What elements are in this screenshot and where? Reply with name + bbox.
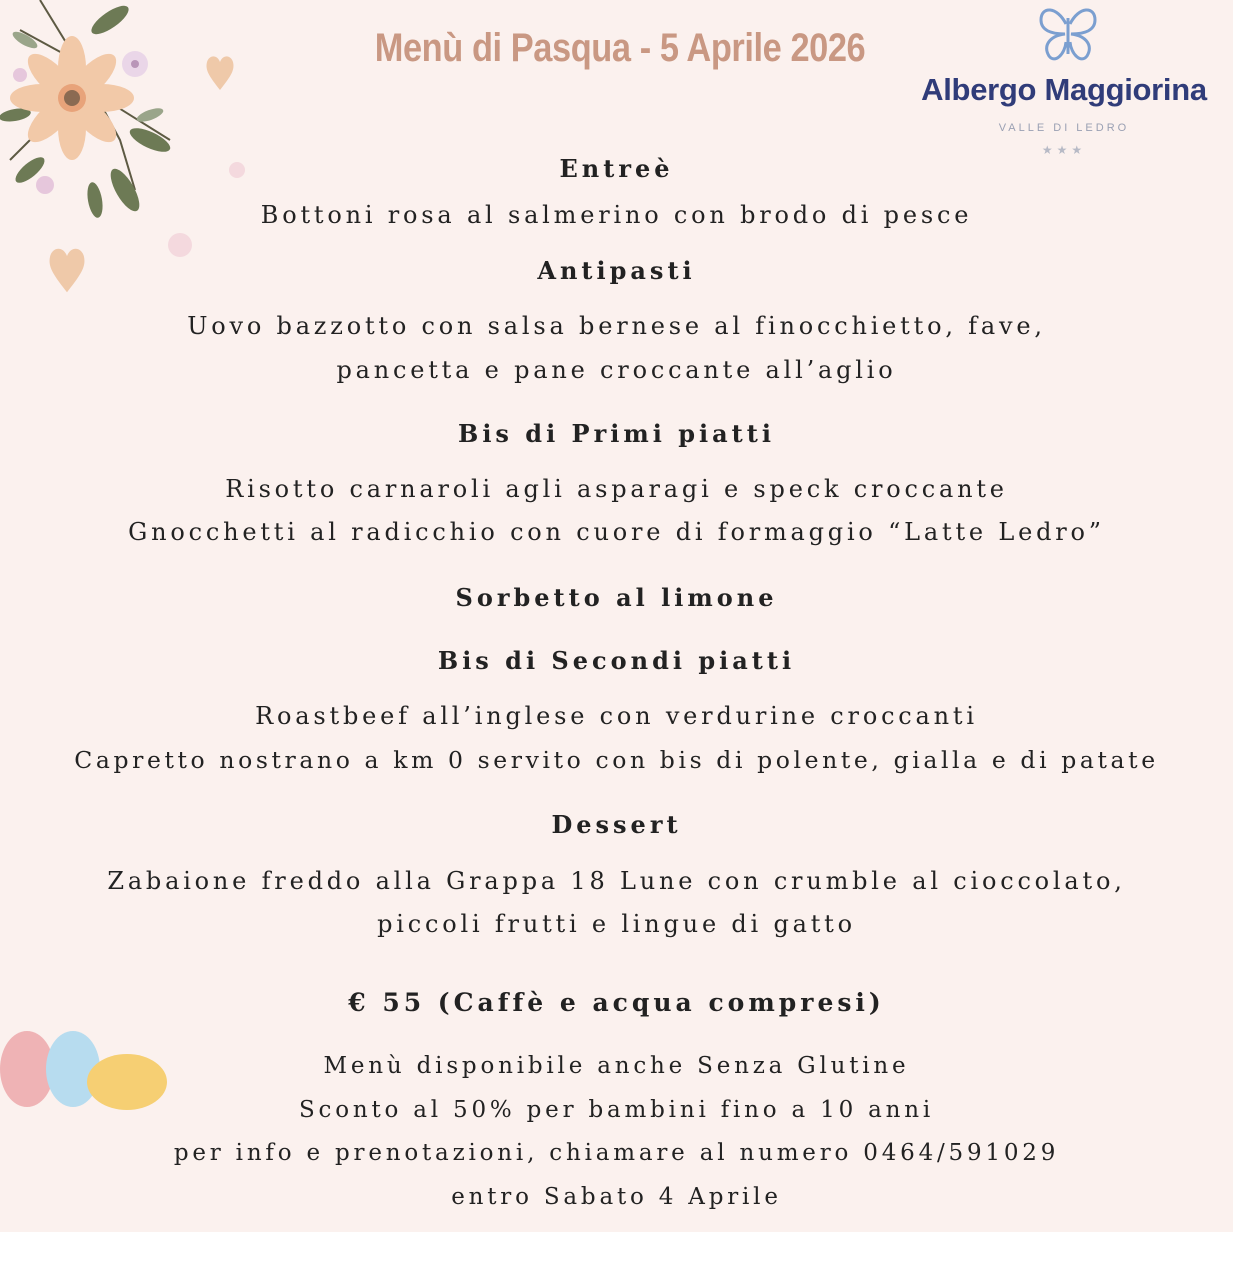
- menu-item: pancetta e pane croccante all’aglio: [336, 356, 897, 384]
- note-line: Menù disponibile anche Senza Glutine: [323, 1053, 910, 1079]
- hotel-logo: [895, 0, 1233, 170]
- logo-stars: ★★★: [1041, 143, 1087, 157]
- menu-item: Roastbeef all’inglese con verdurine croccanti: [255, 702, 978, 730]
- logo-name: Albergo Maggiorina: [921, 72, 1207, 107]
- logo-subtitle: VALLE DI LEDRO: [998, 122, 1130, 134]
- menu-item: Zabaione freddo alla Grappa 18 Lune con crumble al cioccolato,: [107, 867, 1126, 895]
- heart-icon: [203, 52, 237, 92]
- price: € 55 (Caffè e acqua compresi): [348, 988, 885, 1017]
- floral-decoration: [0, 0, 260, 300]
- section-heading-sorbetto: Sorbetto al limone: [455, 583, 778, 612]
- section-heading-secondi: Bis di Secondi piatti: [437, 646, 796, 675]
- menu-item: Risotto carnaroli agli asparagi e speck croccante: [225, 475, 1008, 503]
- section-heading-dessert: Dessert: [551, 810, 682, 839]
- easter-eggs: [0, 1025, 175, 1115]
- note-line: entro Sabato 4 Aprile: [451, 1184, 782, 1210]
- menu-item: Gnocchetti al radicchio con cuore di formaggio “Latte Ledro”: [128, 518, 1105, 546]
- section-heading-antipasti: Antipasti: [537, 256, 696, 285]
- menu-item: Capretto nostrano a km 0 servito con bis di polente, gialla e di patate: [74, 746, 1159, 774]
- butterfly-icon: [1035, 4, 1101, 64]
- section-heading-primi: Bis di Primi piatti: [458, 419, 775, 448]
- page-title: Menù di Pasqua - 5 Aprile 2026: [374, 26, 866, 70]
- section-heading-entree: Entreè: [559, 154, 674, 183]
- note-line: Sconto al 50% per bambini fino a 10 anni: [298, 1097, 935, 1123]
- menu-item: Bottoni rosa al salmerino con brodo di pesce: [260, 201, 973, 229]
- note-line: per info e prenotazioni, chiamare al numero 0464/591029: [173, 1140, 1060, 1166]
- menu-item: piccoli frutti e lingue di gatto: [377, 910, 856, 938]
- menu-item: Uovo bazzotto con salsa bernese al finocchietto, fave,: [187, 312, 1046, 340]
